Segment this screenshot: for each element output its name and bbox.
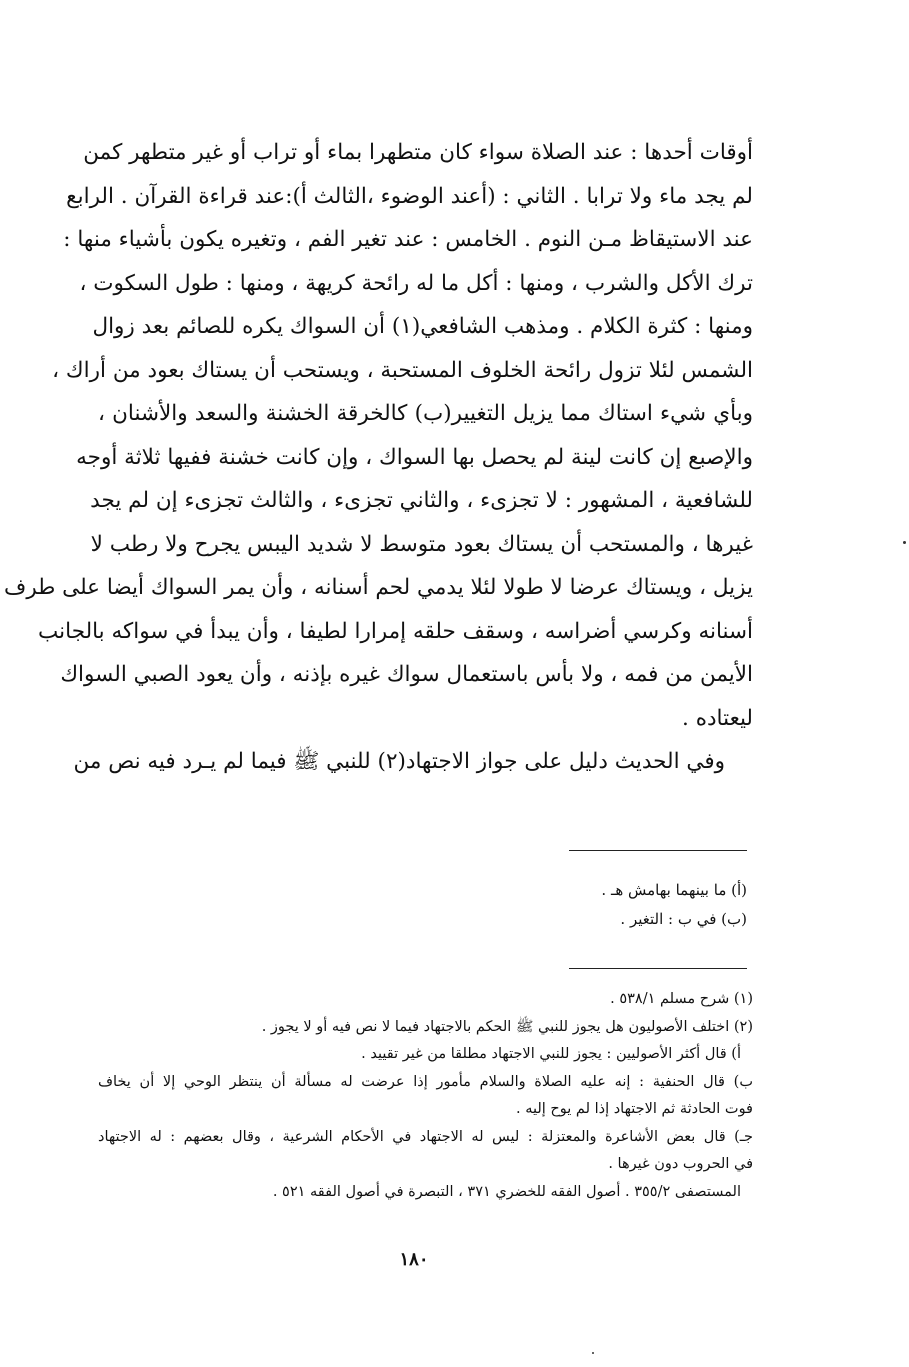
main-body-text [4, 131, 753, 784]
footnote-line: (٢) اختلف الأصوليون هل يجوز للنبي ﷺ الحكم بالاجتهاد فيما لا نص فيه أو لا يجوز . [261, 1018, 753, 1035]
body-line: غيرها ، والمستحب أن يستاك بعود متوسط لا شديد اليبس يجرح ولا رطب لا [90, 531, 753, 557]
scan-speck [592, 1352, 594, 1354]
body-line: الأيمن من فمه ، ولا بأس باستعمال سواك غيره بإذنه ، وأن يعود الصبي السواك [60, 662, 753, 687]
body-line: الشمس لئلا تزول رائحة الخلوف المستحبة ، ويستحب أن يستاك بعود من أراك ، [52, 357, 753, 383]
footnote-line: المستصفى ٣٥٥/٢ . أصول الفقه للخضري ٣٧١ ، التبصرة في أصول الفقه ٥٢١ . [272, 1183, 741, 1200]
body-line: أسنانه وكرسي أضراسه ، وسقف حلقه إمرارا لطيفا ، وأن يبدأ في سواكه بالجانب [38, 618, 753, 644]
variant-note: (ب) في ب : التغير . [620, 910, 747, 928]
body-line: يزيل ، ويستاك عرضا لا طولا لئلا يدمي لحم أسنانه ، وأن يمر السواك أيضا على طرف [4, 575, 753, 600]
footnote-line: ب) قال الحنفية : إنه عليه الصلاة والسلام مأمور إذا عرضت له مسألة أن ينتظر الوحي إلا أن يخاف [98, 1073, 753, 1090]
body-line: وبأي شيء استاك مما يزيل التغيير(ب) كالخرقة الخشنة والسعد والأشنان ، [98, 401, 753, 426]
body-line-last: ليعتاده . [682, 705, 753, 731]
footnote-line: فوت الحادثة ثم الاجتهاد إذا لم يوح إليه . [516, 1101, 753, 1117]
body-line: ومنها : كثرة الكلام . ومذهب الشافعي(١) أن السواك يكره للصائم بعد زوال [92, 314, 753, 339]
body-line: عند الاستيقاظ مـن النوم . الخامس : عند تغير الفم ، وتغيره يكون بأشياء منها : [63, 227, 753, 252]
footnote-line: أ) قال أكثر الأصوليين : يجوز للنبي الاجتهاد مطلقا من غير تقييد . [361, 1046, 741, 1062]
footnotes [98, 986, 753, 1206]
footnotes-separator-rule [569, 968, 747, 969]
body-line: ترك الأكل والشرب ، ومنها : أكل ما له رائحة كريهة ، ومنها : طول السكوت ، [79, 270, 753, 296]
body-line: لم يجد ماء ولا ترابا . الثاني : (أعند الوضوء ،الثالث أ):عند قراءة القرآن . الرابع [66, 183, 753, 209]
footnote-line: جـ) قال بعض الأشاعرة والمعتزلة : ليس له الاجتهاد في الأحكام الشرعية ، وقال بعضهم : له الاجتهاد [98, 1128, 753, 1145]
variants-separator-rule [569, 850, 747, 851]
textual-variants [157, 876, 747, 934]
page-number: ١٨٠ [399, 1249, 429, 1270]
footnote-line: في الحروب دون غيرها . [608, 1156, 753, 1172]
scan-speck [903, 541, 906, 544]
body-line: أوقات أحدها : عند الصلاة سواء كان متطهرا بماء أو تراب أو غير متطهر كمن [83, 140, 753, 165]
variant-note: (أ) ما بينهما بهامش هـ . [601, 881, 747, 899]
body-line: للشافعية ، المشهور : لا تجزىء ، والثاني تجزىء ، والثالث تجزىء إن لم يجد [90, 488, 753, 513]
paragraph-two-line: وفي الحديث دليل على جواز الاجتهاد(٢) للنبي ﷺ فيما لم يـرد فيه نص من [73, 749, 725, 774]
footnote-line: (١) شرح مسلم ٥٣٨/١ . [610, 991, 753, 1007]
body-line: والإصبع إن كانت لينة لم يحصل بها السواك ، وإن كانت خشنة ففيها ثلاثة أوجه [76, 444, 753, 470]
